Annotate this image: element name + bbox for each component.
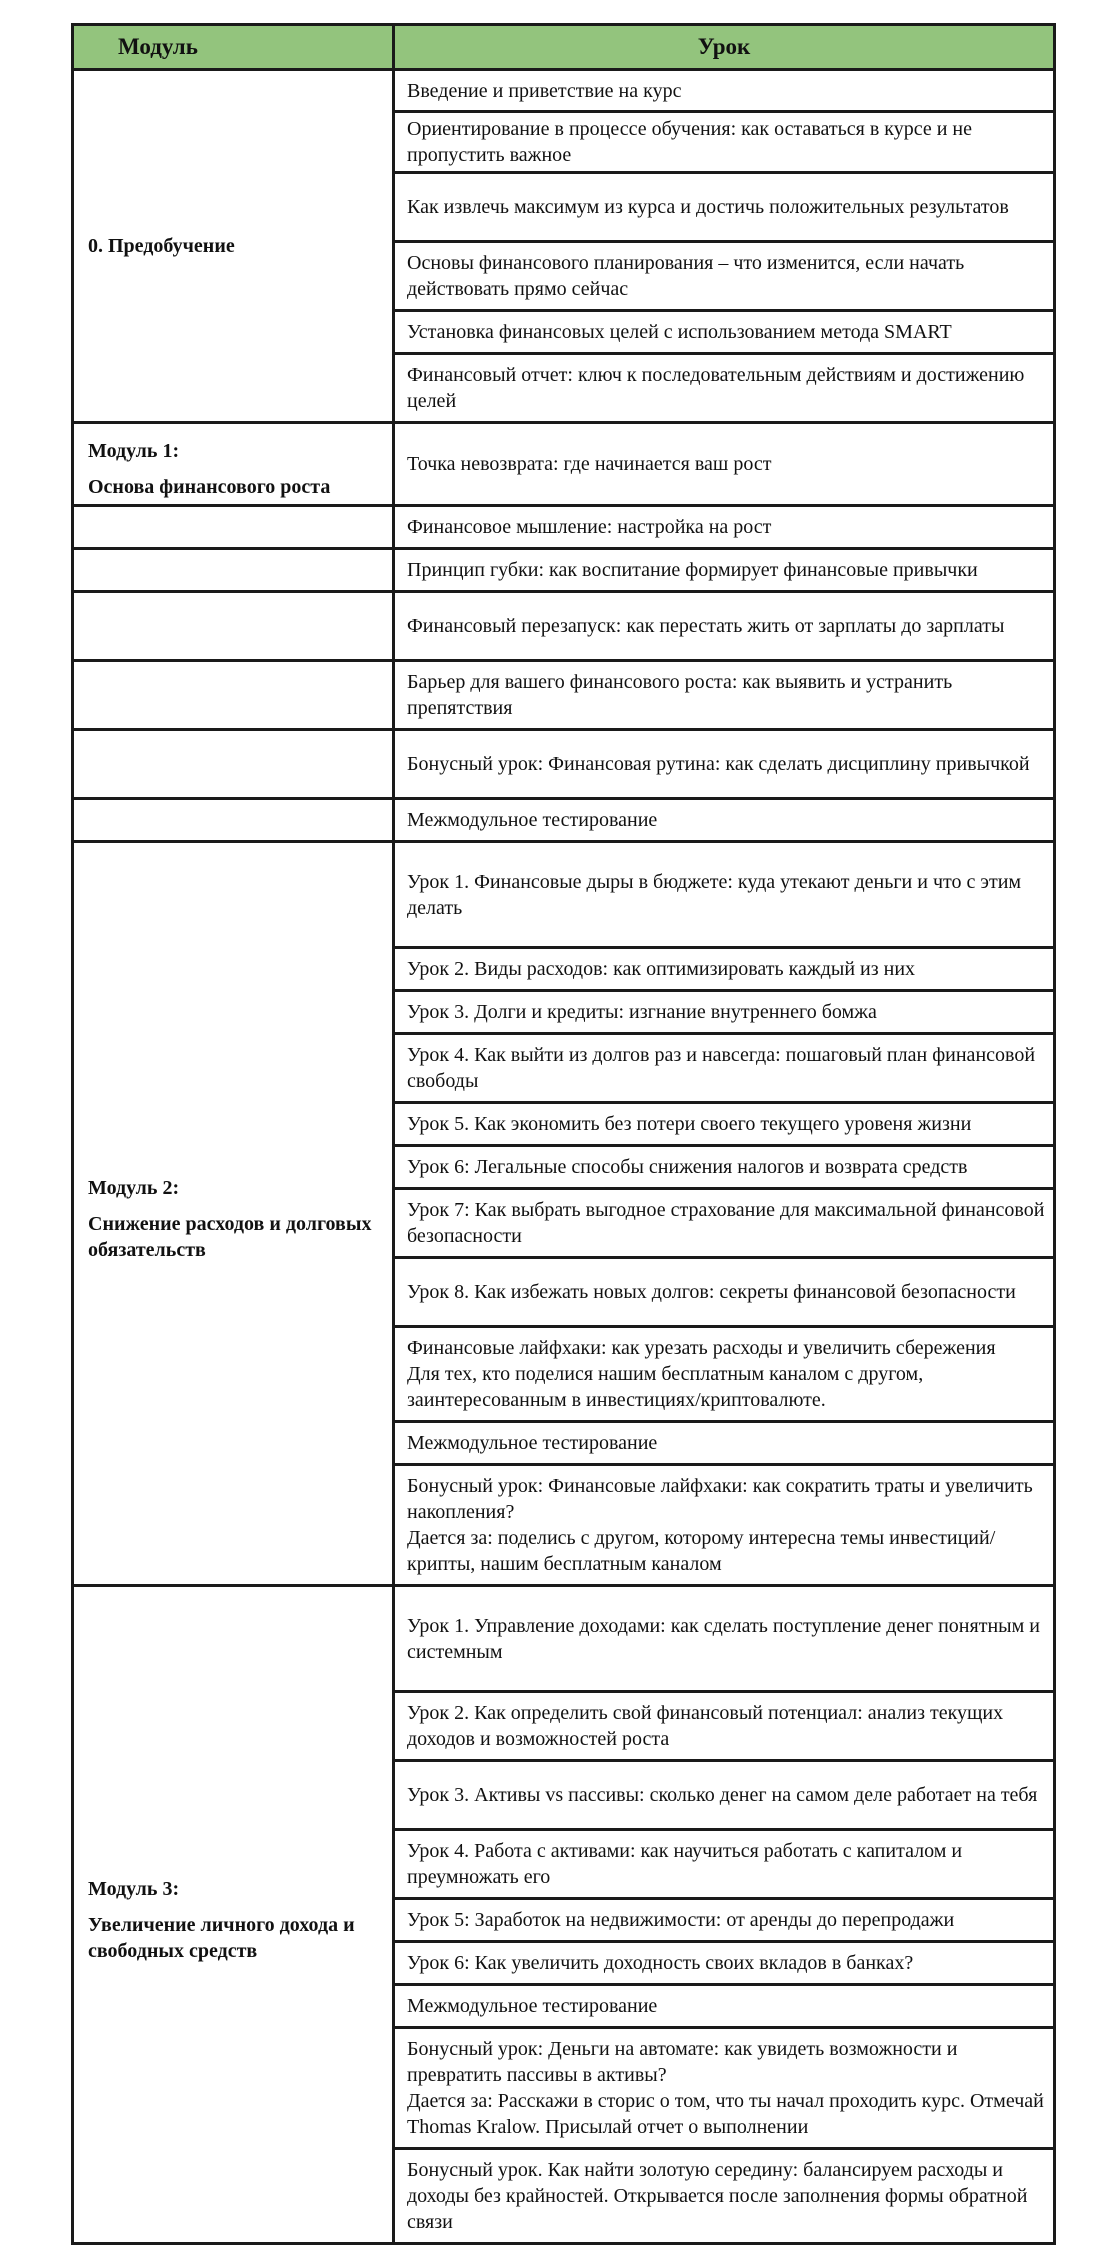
lesson-text: Финансовое мышление: настройка на рост — [407, 516, 772, 538]
lesson-text: Финансовые лайфхаки: как урезать расходы и увеличить сбережения — [407, 1337, 996, 1359]
lesson-cell — [394, 1258, 1055, 1327]
lesson-cell — [394, 1422, 1055, 1465]
lesson-text: Точка невозврата: где начинается ваш рост — [407, 453, 772, 475]
lesson-cell — [394, 991, 1055, 1034]
lesson-text: Урок 3. Долги и кредиты: изгнание внутреннего бомжа — [407, 1001, 877, 1023]
lesson-text: Дается за: Расскажи в сторис о том, что ты начал проходить курс. Отмечай Thomas Kralow. Присылай отчет о выполнении — [407, 2090, 1044, 2138]
lesson-text: Урок 5: Заработок на недвижимости: от аренды до перепродажи — [407, 1909, 955, 1931]
lesson-cell — [394, 70, 1055, 112]
empty-module-cell — [73, 506, 394, 549]
empty-module-cell — [73, 730, 394, 799]
module-label: Модуль 3: — [88, 1877, 180, 1900]
lesson-cell — [394, 1985, 1055, 2028]
lesson-cell — [394, 842, 1055, 948]
lesson-cell — [394, 549, 1055, 592]
table-body — [73, 70, 1055, 2244]
lesson-text: Установка финансовых целей с использованием метода SMART — [407, 321, 952, 343]
lesson-text: Урок 2. Как определить свой финансовый потенциал: анализ текущих доходов и возможностей роста — [407, 1702, 1004, 1750]
table-row — [73, 799, 1055, 842]
lesson-text: Урок 4. Как выйти из долгов раз и навсегда: пошаговый план финансовой свободы — [407, 1044, 1036, 1092]
lesson-cell — [394, 1692, 1055, 1761]
lesson-cell — [394, 354, 1055, 423]
lesson-text: Урок 4. Работа с активами: как научиться работать с капиталом и преумножать его — [407, 1840, 963, 1888]
table-row — [73, 592, 1055, 661]
lesson-text: Урок 6: Легальные способы снижения налогов и возврата средств — [407, 1156, 968, 1178]
lesson-cell — [394, 661, 1055, 730]
module-cell — [73, 1586, 394, 2244]
lesson-text: Для тех, кто поделися нашим бесплатным каналом с другом, заинтересованным в инвестициях/криптовалюте. — [407, 1363, 924, 1411]
lesson-text: Финансовый отчет: ключ к последовательным действиям и достижению целей — [407, 364, 1025, 412]
lesson-text: Межмодульное тестирование — [407, 1995, 658, 2017]
table-row — [73, 423, 1055, 506]
lesson-column-header: Урок — [394, 25, 1055, 70]
lesson-text: Бонусный урок: Финансовые лайфхаки: как сократить траты и увеличить накопления? — [407, 1475, 1033, 1523]
module-cell — [73, 70, 394, 423]
lesson-cell — [394, 1586, 1055, 1692]
header-row — [73, 25, 1055, 70]
lesson-text: Урок 8. Как избежать новых долгов: секреты финансовой безопасности — [407, 1281, 1016, 1303]
table-row — [73, 549, 1055, 592]
lesson-text: Бонусный урок. Как найти золотую середину: балансируем расходы и доходы без крайностей. Открывается после заполнения формы обратной связи — [407, 2159, 1028, 2233]
module-column-header: Модуль — [73, 25, 394, 70]
lesson-cell — [394, 2149, 1055, 2244]
lesson-cell — [394, 1465, 1055, 1586]
lesson-text: Бонусный урок: Деньги на автомате: как увидеть возможности и превратить пассивы в активы? — [407, 2038, 958, 2086]
module-label: 0. Предобучение — [88, 235, 235, 257]
module-label: Модуль 2: — [88, 1176, 180, 1199]
lesson-text: Как извлечь максимум из курса и достичь положительных результатов — [407, 196, 1009, 218]
lesson-cell — [394, 173, 1055, 242]
module-cell — [73, 423, 394, 506]
lesson-text: Урок 2. Виды расходов: как оптимизировать каждый из них — [407, 958, 916, 980]
lesson-cell — [394, 112, 1055, 173]
empty-module-cell — [73, 592, 394, 661]
lesson-cell — [394, 1899, 1055, 1942]
lesson-cell — [394, 2028, 1055, 2149]
lesson-cell — [394, 799, 1055, 842]
lesson-cell — [394, 1942, 1055, 1985]
lesson-text: Урок 6: Как увеличить доходность своих вкладов в банках? — [407, 1952, 914, 1974]
table-row — [73, 70, 1055, 112]
lesson-cell — [394, 1830, 1055, 1899]
lesson-text: Бонусный урок: Финансовая рутина: как сделать дисциплину привычкой — [407, 753, 1030, 775]
table-row — [73, 730, 1055, 799]
module-title: Увеличение личного дохода и свободных средств — [88, 1913, 355, 1962]
lesson-cell — [394, 242, 1055, 311]
lesson-text: Финансовый перезапуск: как перестать жить от зарплаты до зарплаты — [407, 615, 1005, 637]
empty-module-cell — [73, 549, 394, 592]
module-label: Модуль 1: — [88, 440, 180, 462]
lesson-text: Урок 7: Как выбрать выгодное страхование для максимальной финансовой безопасности — [407, 1199, 1045, 1247]
lesson-cell — [394, 592, 1055, 661]
course-table — [71, 23, 1056, 2245]
lesson-text: Урок 1. Управление доходами: как сделать поступление денег понятным и системным — [407, 1614, 1040, 1663]
lesson-cell — [394, 1146, 1055, 1189]
lesson-cell — [394, 1327, 1055, 1422]
lesson-text: Дается за: поделись с другом, которому интересна темы инвестиций/крипты, нашим бесплатным каналом — [407, 1527, 996, 1575]
lesson-text: Ориентирование в процессе обучения: как оставаться в курсе и не пропустить важное — [407, 118, 972, 166]
lesson-cell — [394, 1034, 1055, 1103]
module-cell — [73, 842, 394, 1586]
lesson-cell — [394, 311, 1055, 354]
module-title: Снижение расходов и долговых обязательств — [88, 1212, 372, 1261]
lesson-cell — [394, 1103, 1055, 1146]
lesson-cell — [394, 1761, 1055, 1830]
lesson-text: Урок 1. Финансовые дыры в бюджете: куда утекают деньги и что с этим делать — [407, 870, 1022, 919]
table-row — [73, 661, 1055, 730]
lesson-text: Межмодульное тестирование — [407, 1432, 658, 1454]
lesson-text: Барьер для вашего финансового роста: как выявить и устранить препятствия — [407, 671, 953, 719]
lesson-text: Межмодульное тестирование — [407, 809, 658, 831]
lesson-text: Введение и приветствие на курс — [407, 79, 682, 102]
table-row — [73, 506, 1055, 549]
lesson-cell — [394, 948, 1055, 991]
empty-module-cell — [73, 661, 394, 730]
lesson-text: Основы финансового планирования – что изменится, если начать действовать прямо сейчас — [407, 252, 965, 300]
lesson-cell — [394, 1189, 1055, 1258]
module-title: Основа финансового роста — [88, 476, 331, 498]
table-row — [73, 1586, 1055, 1692]
table-row — [73, 842, 1055, 948]
lesson-text: Урок 3. Активы vs пассивы: сколько денег на самом деле работает на тебя — [407, 1784, 1038, 1806]
lesson-text: Принцип губки: как воспитание формирует финансовые привычки — [407, 559, 978, 581]
lesson-cell — [394, 730, 1055, 799]
empty-module-cell — [73, 799, 394, 842]
lesson-cell — [394, 506, 1055, 549]
lesson-text: Урок 5. Как экономить без потери своего текущего уровеня жизни — [407, 1113, 972, 1135]
lesson-cell — [394, 423, 1055, 506]
